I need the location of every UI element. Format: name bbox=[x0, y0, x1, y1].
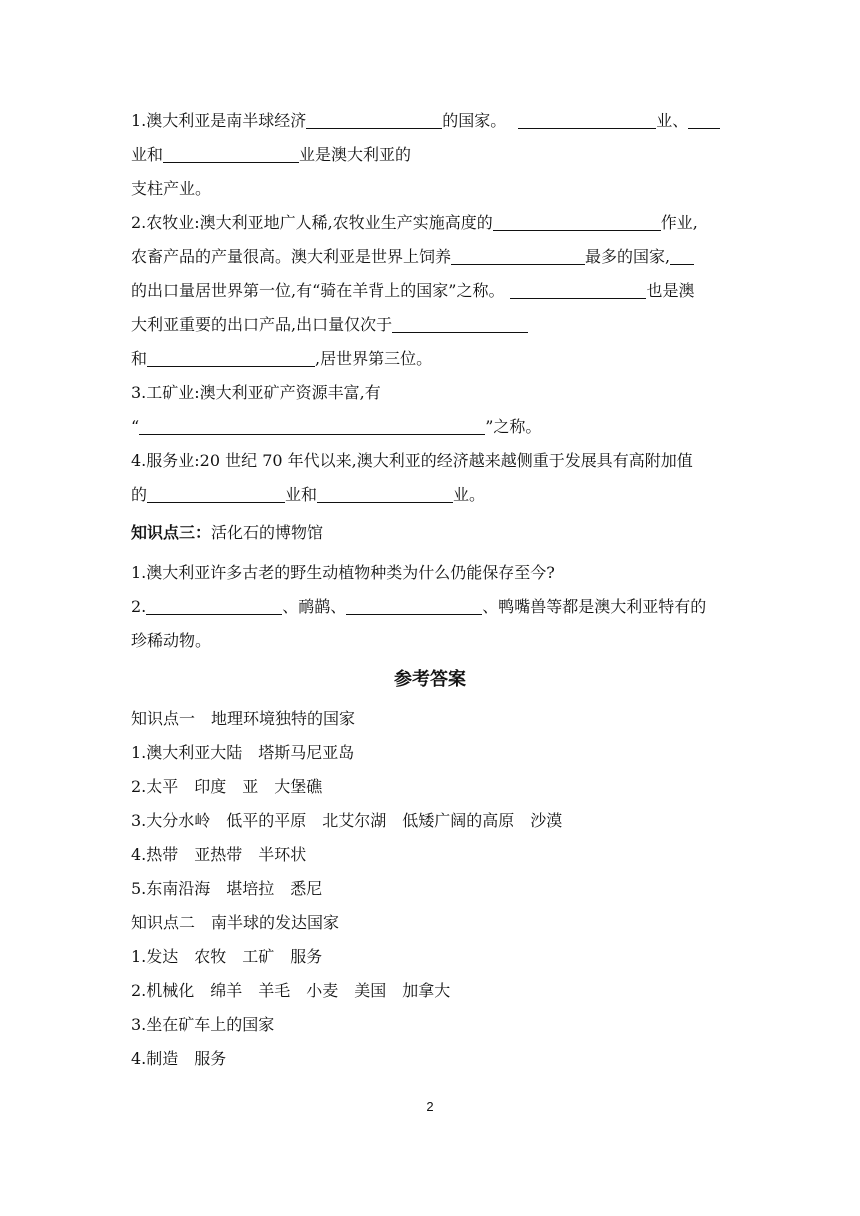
answer-line: 1.澳大利亚大陆 塔斯马尼亚岛 bbox=[131, 743, 355, 762]
answer-line: 1.发达 农牧 工矿 服务 bbox=[131, 947, 323, 966]
q1-line-3 bbox=[131, 179, 211, 201]
section-3-title: 活化石的博物馆 bbox=[211, 523, 324, 542]
q3-line-2 bbox=[131, 417, 541, 439]
blank-service-2[interactable] bbox=[317, 486, 453, 503]
q1-text-4: 业和 bbox=[131, 145, 164, 164]
blank-grain[interactable] bbox=[510, 282, 646, 299]
blank-country-2[interactable] bbox=[147, 350, 315, 367]
section-3-q2-text-1: 2. bbox=[131, 597, 147, 616]
q2-text-5: 的出口量居世界第一位,有“骑在羊背上的国家”之称。 bbox=[131, 281, 505, 300]
blank-nickname[interactable] bbox=[139, 418, 485, 435]
q4-line-1 bbox=[131, 451, 693, 473]
answer-line: 4.制造 服务 bbox=[131, 1049, 227, 1068]
section-3-label: 知识点三： bbox=[131, 523, 212, 542]
q2-text-6: 也是澳 bbox=[646, 281, 695, 300]
q2-text-9: ,居世界第三位。 bbox=[315, 349, 433, 368]
q3-text-1: 3.工矿业:澳大利亚矿产资源丰富,有 bbox=[131, 383, 381, 402]
blank-industry-3[interactable] bbox=[163, 146, 299, 163]
q2-line-2 bbox=[131, 247, 694, 269]
blank-service-1[interactable] bbox=[147, 486, 285, 503]
blank-mechanization[interactable] bbox=[493, 214, 661, 231]
answer-line: 3.坐在矿车上的国家 bbox=[131, 1015, 275, 1034]
answer-line: 4.热带 亚热带 半环状 bbox=[131, 845, 307, 864]
blank-country-1[interactable] bbox=[392, 316, 528, 333]
answers-title: 参考答案 bbox=[394, 669, 466, 690]
q4-text-4: 业。 bbox=[453, 485, 486, 504]
q1-line-1 bbox=[131, 111, 720, 133]
section-3-q1-text: 1.澳大利亚许多古老的野生动植物种类为什么仍能保存至今? bbox=[131, 563, 555, 582]
q2-text-2: 作业, bbox=[660, 213, 698, 232]
q2-text-3: 农畜产品的产量很高。澳大利亚是世界上饲养 bbox=[131, 247, 452, 266]
answer-line: 知识点二 南半球的发达国家 bbox=[131, 913, 340, 932]
q2-line-3 bbox=[131, 281, 694, 303]
q4-line-2 bbox=[131, 485, 485, 507]
q1-text-5: 业是澳大利亚的 bbox=[299, 145, 412, 164]
answer-line: 2.机械化 绵羊 羊毛 小麦 美国 加拿大 bbox=[131, 981, 451, 1000]
q4-text-3: 业和 bbox=[285, 485, 318, 504]
answer-line: 3.大分水岭 低平的平原 北艾尔湖 低矮广阔的高原 沙漠 bbox=[131, 811, 563, 830]
q1-text-1: 1.澳大利亚是南半球经济 bbox=[131, 111, 307, 130]
q3-line-1 bbox=[131, 383, 381, 405]
q1-text-3: 业、 bbox=[656, 111, 689, 130]
blank-industry-1[interactable] bbox=[518, 112, 656, 129]
section-3-q2-text-2: 、鸸鹋、 bbox=[282, 597, 347, 616]
section-3-heading bbox=[131, 523, 323, 545]
q3-text-3: ”之称。 bbox=[485, 417, 542, 436]
q2-line-4 bbox=[131, 315, 528, 337]
answer-line: 知识点一 地理环境独特的国家 bbox=[131, 709, 356, 728]
section-3-q2-line-1 bbox=[131, 597, 706, 619]
blank-industry-2[interactable] bbox=[688, 112, 720, 129]
q4-text-2: 的 bbox=[131, 485, 148, 504]
section-3-q1 bbox=[131, 563, 555, 585]
section-3-q2-line-2 bbox=[131, 631, 211, 653]
q2-line-1 bbox=[131, 213, 698, 235]
q1-text-2: 的国家。 bbox=[442, 111, 507, 130]
blank-animal-2[interactable] bbox=[346, 598, 482, 615]
blank-export-product[interactable] bbox=[670, 248, 694, 265]
q2-text-1: 2.农牧业:澳大利亚地广人稀,农牧业生产实施高度的 bbox=[131, 213, 493, 232]
blank-economy-level[interactable] bbox=[306, 112, 442, 129]
q1-text-6: 支柱产业。 bbox=[131, 179, 212, 198]
q2-line-5 bbox=[131, 349, 432, 371]
section-3-q2-text-3: 、鸭嘴兽等都是澳大利亚特有的 bbox=[482, 597, 707, 616]
answer-line: 2.太平 印度 亚 大堡礁 bbox=[131, 777, 323, 796]
q2-text-4: 最多的国家, bbox=[585, 247, 671, 266]
q1-line-2 bbox=[131, 145, 411, 167]
q4-text-1: 4.服务业:20 世纪 70 年代以来,澳大利亚的经济越来越侧重于发展具有高附加值 bbox=[131, 451, 693, 470]
answer-line: 5.东南沿海 堪培拉 悉尼 bbox=[131, 879, 323, 898]
page-number: 2 bbox=[426, 1099, 434, 1114]
section-3-q2-text-4: 珍稀动物。 bbox=[131, 631, 212, 650]
q2-text-8: 和 bbox=[131, 349, 148, 368]
q3-text-2: “ bbox=[131, 417, 140, 436]
q2-text-7: 大利亚重要的出口产品,出口量仅次于 bbox=[131, 315, 393, 334]
blank-livestock[interactable] bbox=[451, 248, 585, 265]
blank-animal-1[interactable] bbox=[146, 598, 282, 615]
